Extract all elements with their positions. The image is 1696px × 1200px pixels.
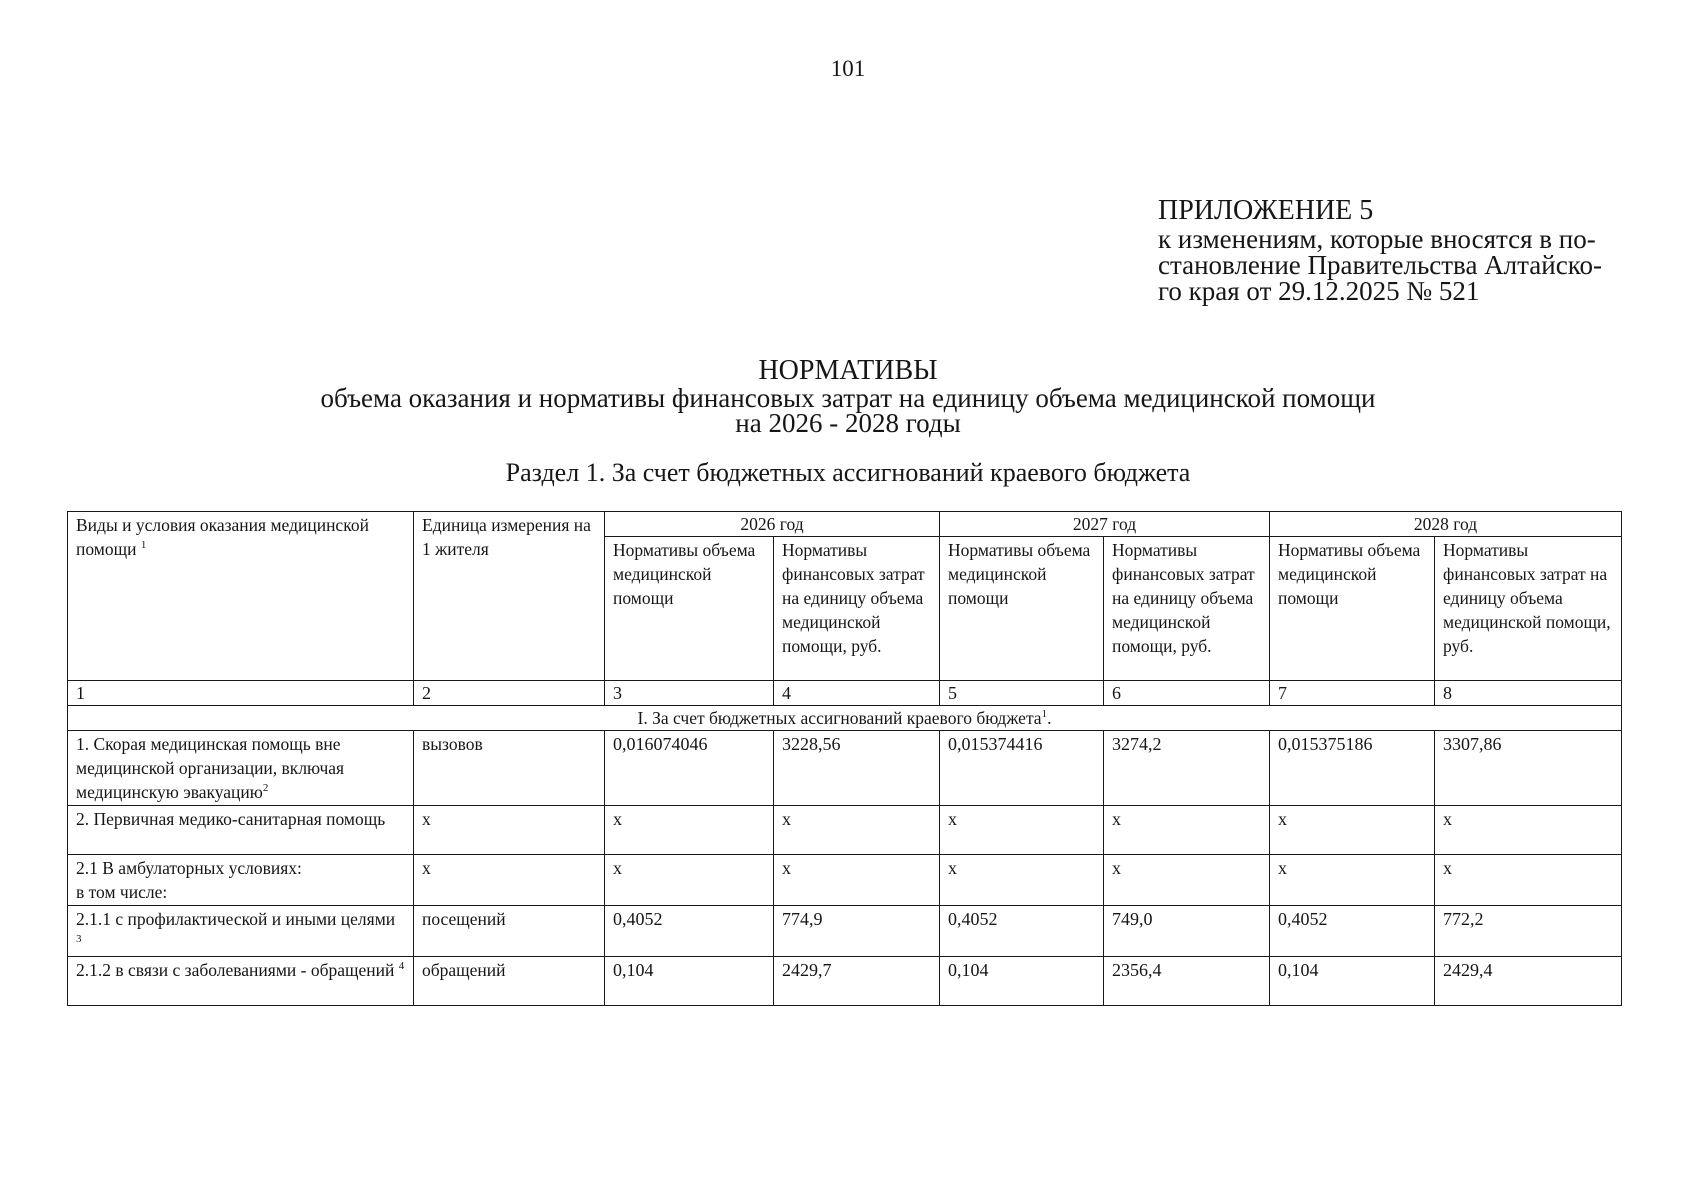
header-finance-2026: Нормативы финансовых затрат на единицу объема медицинской помощи, руб. bbox=[774, 537, 940, 681]
row-volume-2027: 0,104 bbox=[940, 957, 1104, 1006]
header-finance-2027: Нормативы финансовых затрат на единицу объема медицинской помощи, руб. bbox=[1104, 537, 1270, 681]
header-volume-2026: Нормативы объема медицинской помощи bbox=[605, 537, 774, 681]
row-volume-2028: 0,015375186 bbox=[1270, 731, 1435, 806]
row-volume-2026: х bbox=[605, 855, 774, 906]
header-row bbox=[68, 512, 1622, 537]
section-row-cell: I. За счет бюджетных ассигнований краевого бюджета$^1$. bbox=[68, 706, 1622, 731]
appendix-block bbox=[1158, 196, 1658, 304]
table-row bbox=[68, 957, 1622, 1006]
row-volume-2026: 0,4052 bbox=[605, 906, 774, 957]
column-number: 3 bbox=[605, 681, 774, 706]
row-volume-2027: 0,4052 bbox=[940, 906, 1104, 957]
table-row bbox=[68, 806, 1622, 855]
row-name: 2.1.2 в связи с заболеваниями - обращений $^4$ bbox=[68, 957, 414, 1006]
row-volume-2027: х bbox=[940, 806, 1104, 855]
row-unit: вызовов bbox=[414, 731, 605, 806]
norms-table bbox=[67, 511, 1622, 1006]
appendix-title: ПРИЛОЖЕНИЕ 5 bbox=[1158, 195, 1374, 226]
column-number: 5 bbox=[940, 681, 1104, 706]
row-volume-2026: 0,016074046 bbox=[605, 731, 774, 806]
row-finance-2027: 3274,2 bbox=[1104, 731, 1270, 806]
section-row bbox=[68, 706, 1622, 731]
row-name: 2. Первичная медико-санитарная помощь bbox=[68, 806, 414, 855]
row-volume-2026: х bbox=[605, 806, 774, 855]
header-year-2027: 2027 год bbox=[940, 512, 1270, 537]
footnote-mark: 3 bbox=[76, 933, 82, 946]
footnote-mark: 1 bbox=[140, 539, 147, 552]
row-unit: х bbox=[414, 855, 605, 906]
row-finance-2026: 2429,7 bbox=[774, 957, 940, 1006]
row-volume-2028: 0,4052 bbox=[1270, 906, 1435, 957]
appendix-line: становление Правительства Алтайско- bbox=[1158, 250, 1602, 280]
footnote-mark: 1 bbox=[1041, 708, 1048, 721]
appendix-line: к изменениям, которые вносятся в по- bbox=[1158, 224, 1596, 254]
row-finance-2028: 3307,86 bbox=[1435, 731, 1622, 806]
column-number: 6 bbox=[1104, 681, 1270, 706]
header-cell-unit: Единица измерения на 1 жителя bbox=[414, 512, 605, 681]
row-finance-2028: 2429,4 bbox=[1435, 957, 1622, 1006]
row-volume-2028: х bbox=[1270, 806, 1435, 855]
document-subtitle: объема оказания и нормативы финансовых затрат на единицу объема медицинской помощи bbox=[320, 383, 1376, 413]
row-finance-2027: 2356,4 bbox=[1104, 957, 1270, 1006]
row-finance-2026: 3228,56 bbox=[774, 731, 940, 806]
row-finance-2026: х bbox=[774, 855, 940, 906]
row-unit: посещений bbox=[414, 906, 605, 957]
column-number: 8 bbox=[1435, 681, 1622, 706]
header-finance-2028: Нормативы финансовых затрат на единицу объема медицинской помощи, руб. bbox=[1435, 537, 1622, 681]
table-row bbox=[68, 731, 1622, 806]
footnote-mark: 4 bbox=[398, 960, 405, 973]
column-number-row bbox=[68, 681, 1622, 706]
row-finance-2028: х bbox=[1435, 806, 1622, 855]
row-volume-2027: 0,015374416 bbox=[940, 731, 1104, 806]
appendix-line: го края от 29.12.2025 № 521 bbox=[1158, 276, 1480, 306]
row-finance-2027: х bbox=[1104, 806, 1270, 855]
row-name: 2.1 В амбулаторных условиях: в том числе: bbox=[68, 855, 414, 906]
row-finance-2026: 774,9 bbox=[774, 906, 940, 957]
header-year-2026: 2026 год bbox=[605, 512, 940, 537]
row-finance-2027: 749,0 bbox=[1104, 906, 1270, 957]
row-finance-2026: х bbox=[774, 806, 940, 855]
footnote-mark: 2 bbox=[262, 782, 269, 795]
row-finance-2027: х bbox=[1104, 855, 1270, 906]
row-volume-2026: 0,104 bbox=[605, 957, 774, 1006]
row-volume-2027: х bbox=[940, 855, 1104, 906]
row-name: 1. Скорая медицинская помощь вне медицинской организации, включая медицинскую эвакуацию$^2$ bbox=[68, 731, 414, 806]
row-unit: обращений bbox=[414, 957, 605, 1006]
row-volume-2028: х bbox=[1270, 855, 1435, 906]
row-finance-2028: х bbox=[1435, 855, 1622, 906]
row-name: 2.1.1 с профилактической и иными целями $^3$ bbox=[68, 906, 414, 957]
table-row bbox=[68, 855, 1622, 906]
document-subtitle: на 2026 - 2028 годы bbox=[735, 408, 961, 438]
column-number: 2 bbox=[414, 681, 605, 706]
header-cell-kind: Виды и условия оказания медицинской помощи $^1$ bbox=[68, 512, 414, 681]
header-year-2028: 2028 год bbox=[1270, 512, 1622, 537]
page-number: 101 bbox=[830, 56, 866, 81]
header-volume-2027: Нормативы объема медицинской помощи bbox=[940, 537, 1104, 681]
column-number: 7 bbox=[1270, 681, 1435, 706]
section-title: Раздел 1. За счет бюджетных ассигнований краевого бюджета bbox=[505, 458, 1191, 487]
document-title-block bbox=[0, 356, 1696, 436]
column-number: 1 bbox=[68, 681, 414, 706]
header-volume-2028: Нормативы объема медицинской помощи bbox=[1270, 537, 1435, 681]
row-unit: х bbox=[414, 806, 605, 855]
table-row bbox=[68, 906, 1622, 957]
row-volume-2028: 0,104 bbox=[1270, 957, 1435, 1006]
document-title: НОРМАТИВЫ bbox=[758, 355, 938, 386]
column-number: 4 bbox=[774, 681, 940, 706]
row-finance-2028: 772,2 bbox=[1435, 906, 1622, 957]
